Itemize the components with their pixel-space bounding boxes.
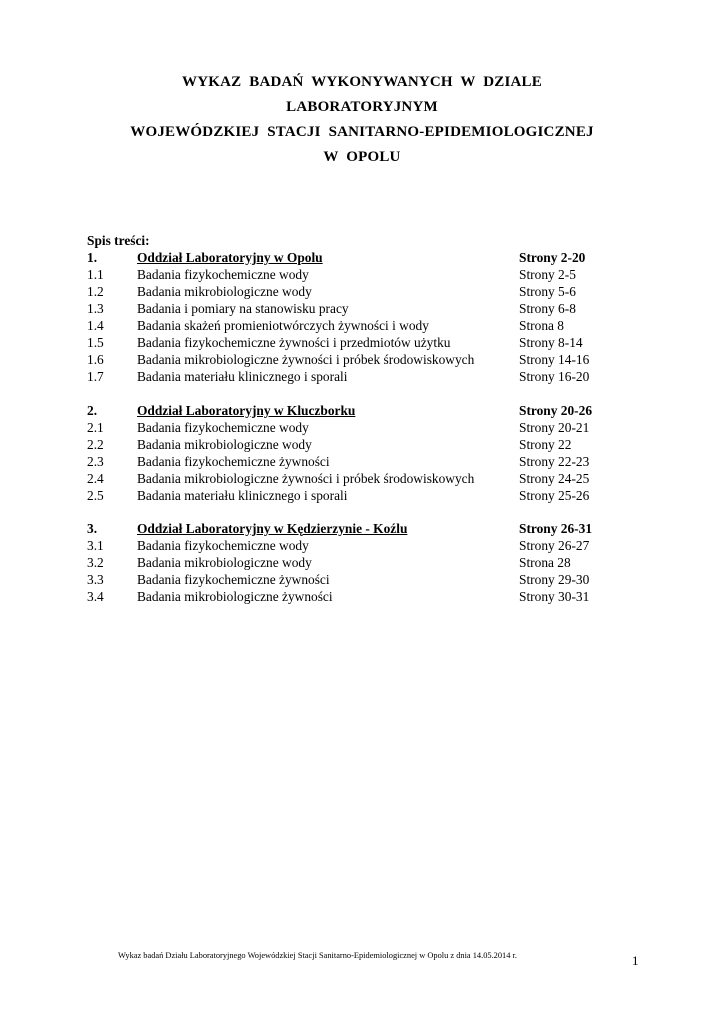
title-line: WYKAZ BADAŃ WYKONYWANYCH W DZIALE bbox=[182, 74, 542, 90]
toc-item bbox=[87, 300, 647, 317]
item-pages: Strony 5-6 bbox=[519, 284, 576, 299]
toc-item bbox=[87, 588, 647, 605]
item-label: Badania fizykochemiczne żywności i przedmiotów użytku bbox=[137, 335, 451, 350]
item-number: 1.4 bbox=[87, 318, 104, 333]
page-number: 1 bbox=[632, 953, 639, 968]
item-label: Badania fizykochemiczne wody bbox=[137, 419, 309, 435]
item-pages: Strony 2-5 bbox=[519, 267, 576, 282]
table-of-contents bbox=[87, 232, 647, 622]
section-number: 2. bbox=[87, 402, 98, 418]
item-number: 2.2 bbox=[87, 436, 104, 452]
section-pages: Strony 20-26 bbox=[519, 402, 593, 418]
toc-item bbox=[87, 334, 647, 351]
item-label: Badania fizykochemiczne wody bbox=[137, 267, 309, 282]
item-pages: Strona 8 bbox=[519, 318, 565, 333]
section-title: Oddział Laboratoryjny w Kluczborku bbox=[137, 402, 356, 418]
item-number: 1.1 bbox=[87, 267, 104, 282]
item-label: Badania i pomiary na stanowisku pracy bbox=[137, 301, 349, 316]
item-label: Badania materiału klinicznego i sporali bbox=[137, 487, 348, 503]
toc-item bbox=[87, 266, 647, 283]
item-label: Badania fizykochemiczne żywności bbox=[137, 453, 330, 469]
title-line: LABORATORYJNYM bbox=[286, 99, 438, 115]
item-number: 1.3 bbox=[87, 301, 104, 316]
item-pages: Strony 8-14 bbox=[519, 335, 583, 350]
item-pages: Strony 24-25 bbox=[519, 470, 590, 486]
toc-item bbox=[87, 419, 647, 436]
toc-section-kluczbork bbox=[87, 402, 647, 504]
item-pages: Strony 20-21 bbox=[519, 419, 590, 435]
section-title: Oddział Laboratoryjny w Kędzierzynie - Koźlu bbox=[137, 521, 408, 536]
item-pages: Strony 16-20 bbox=[519, 369, 590, 384]
toc-item bbox=[87, 487, 647, 504]
document-title bbox=[0, 73, 724, 173]
item-number: 1.2 bbox=[87, 284, 104, 299]
section-pages: Strony 2-20 bbox=[519, 250, 586, 265]
toc-item bbox=[87, 537, 647, 554]
toc-item bbox=[87, 470, 647, 487]
toc-item bbox=[87, 283, 647, 300]
toc-section-header bbox=[87, 402, 647, 419]
item-label: Badania skażeń promieniotwórczych żywności i wody bbox=[137, 318, 429, 333]
item-pages: Strony 14-16 bbox=[519, 352, 590, 367]
item-label: Badania mikrobiologiczne wody bbox=[137, 555, 312, 570]
item-label: Badania mikrobiologiczne wody bbox=[137, 284, 312, 299]
item-number: 3.2 bbox=[87, 555, 104, 570]
title-line: WOJEWÓDZKIEJ STACJI SANITARNO-EPIDEMIOLOGICZNEJ bbox=[130, 124, 594, 140]
item-pages: Strony 26-27 bbox=[519, 538, 590, 553]
toc-item bbox=[87, 368, 647, 385]
item-label: Badania mikrobiologiczne żywności bbox=[137, 589, 333, 604]
toc-item bbox=[87, 571, 647, 588]
item-pages: Strony 25-26 bbox=[519, 487, 590, 503]
item-number: 2.5 bbox=[87, 487, 104, 503]
toc-section-kedzierzyn-kozle bbox=[87, 520, 647, 605]
toc-item bbox=[87, 317, 647, 334]
item-label: Badania mikrobiologiczne wody bbox=[137, 436, 312, 452]
item-number: 2.3 bbox=[87, 453, 104, 469]
item-label: Badania mikrobiologiczne żywności i próbek środowiskowych bbox=[137, 470, 475, 486]
page-footer: Wykaz badań Działu Laboratoryjnego Wojewódzkiej Stacji Sanitarno-Epidemiologicznej w Opolu z dnia 14.05.2014 r. bbox=[118, 951, 517, 960]
item-number: 1.5 bbox=[87, 335, 104, 350]
toc-section-header bbox=[87, 249, 647, 266]
toc-heading: Spis treści: bbox=[87, 233, 150, 248]
item-number: 3.1 bbox=[87, 538, 104, 553]
toc-item bbox=[87, 554, 647, 571]
item-pages: Strony 22 bbox=[519, 436, 572, 452]
section-pages: Strony 26-31 bbox=[519, 521, 593, 536]
item-label: Badania materiału klinicznego i sporali bbox=[137, 369, 348, 384]
section-title: Oddział Laboratoryjny w Opolu bbox=[137, 250, 323, 265]
section-number: 3. bbox=[87, 521, 98, 536]
toc-section-opole bbox=[87, 249, 647, 385]
item-number: 3.4 bbox=[87, 589, 104, 604]
item-number: 3.3 bbox=[87, 572, 104, 587]
item-pages: Strona 28 bbox=[519, 555, 571, 570]
item-pages: Strony 30-31 bbox=[519, 589, 590, 604]
item-label: Badania fizykochemiczne wody bbox=[137, 538, 309, 553]
section-number: 1. bbox=[87, 250, 98, 265]
item-pages: Strony 29-30 bbox=[519, 572, 590, 587]
item-pages: Strony 22-23 bbox=[519, 453, 590, 469]
item-number: 1.6 bbox=[87, 352, 104, 367]
toc-item bbox=[87, 436, 647, 453]
toc-section-header bbox=[87, 520, 647, 537]
item-number: 2.1 bbox=[87, 419, 104, 435]
toc-item bbox=[87, 351, 647, 368]
item-label: Badania fizykochemiczne żywności bbox=[137, 572, 330, 587]
item-number: 1.7 bbox=[87, 369, 104, 384]
title-line: W OPOLU bbox=[323, 149, 401, 165]
toc-item bbox=[87, 453, 647, 470]
item-label: Badania mikrobiologiczne żywności i próbek środowiskowych bbox=[137, 352, 475, 367]
item-number: 2.4 bbox=[87, 470, 104, 486]
item-pages: Strony 6-8 bbox=[519, 301, 576, 316]
